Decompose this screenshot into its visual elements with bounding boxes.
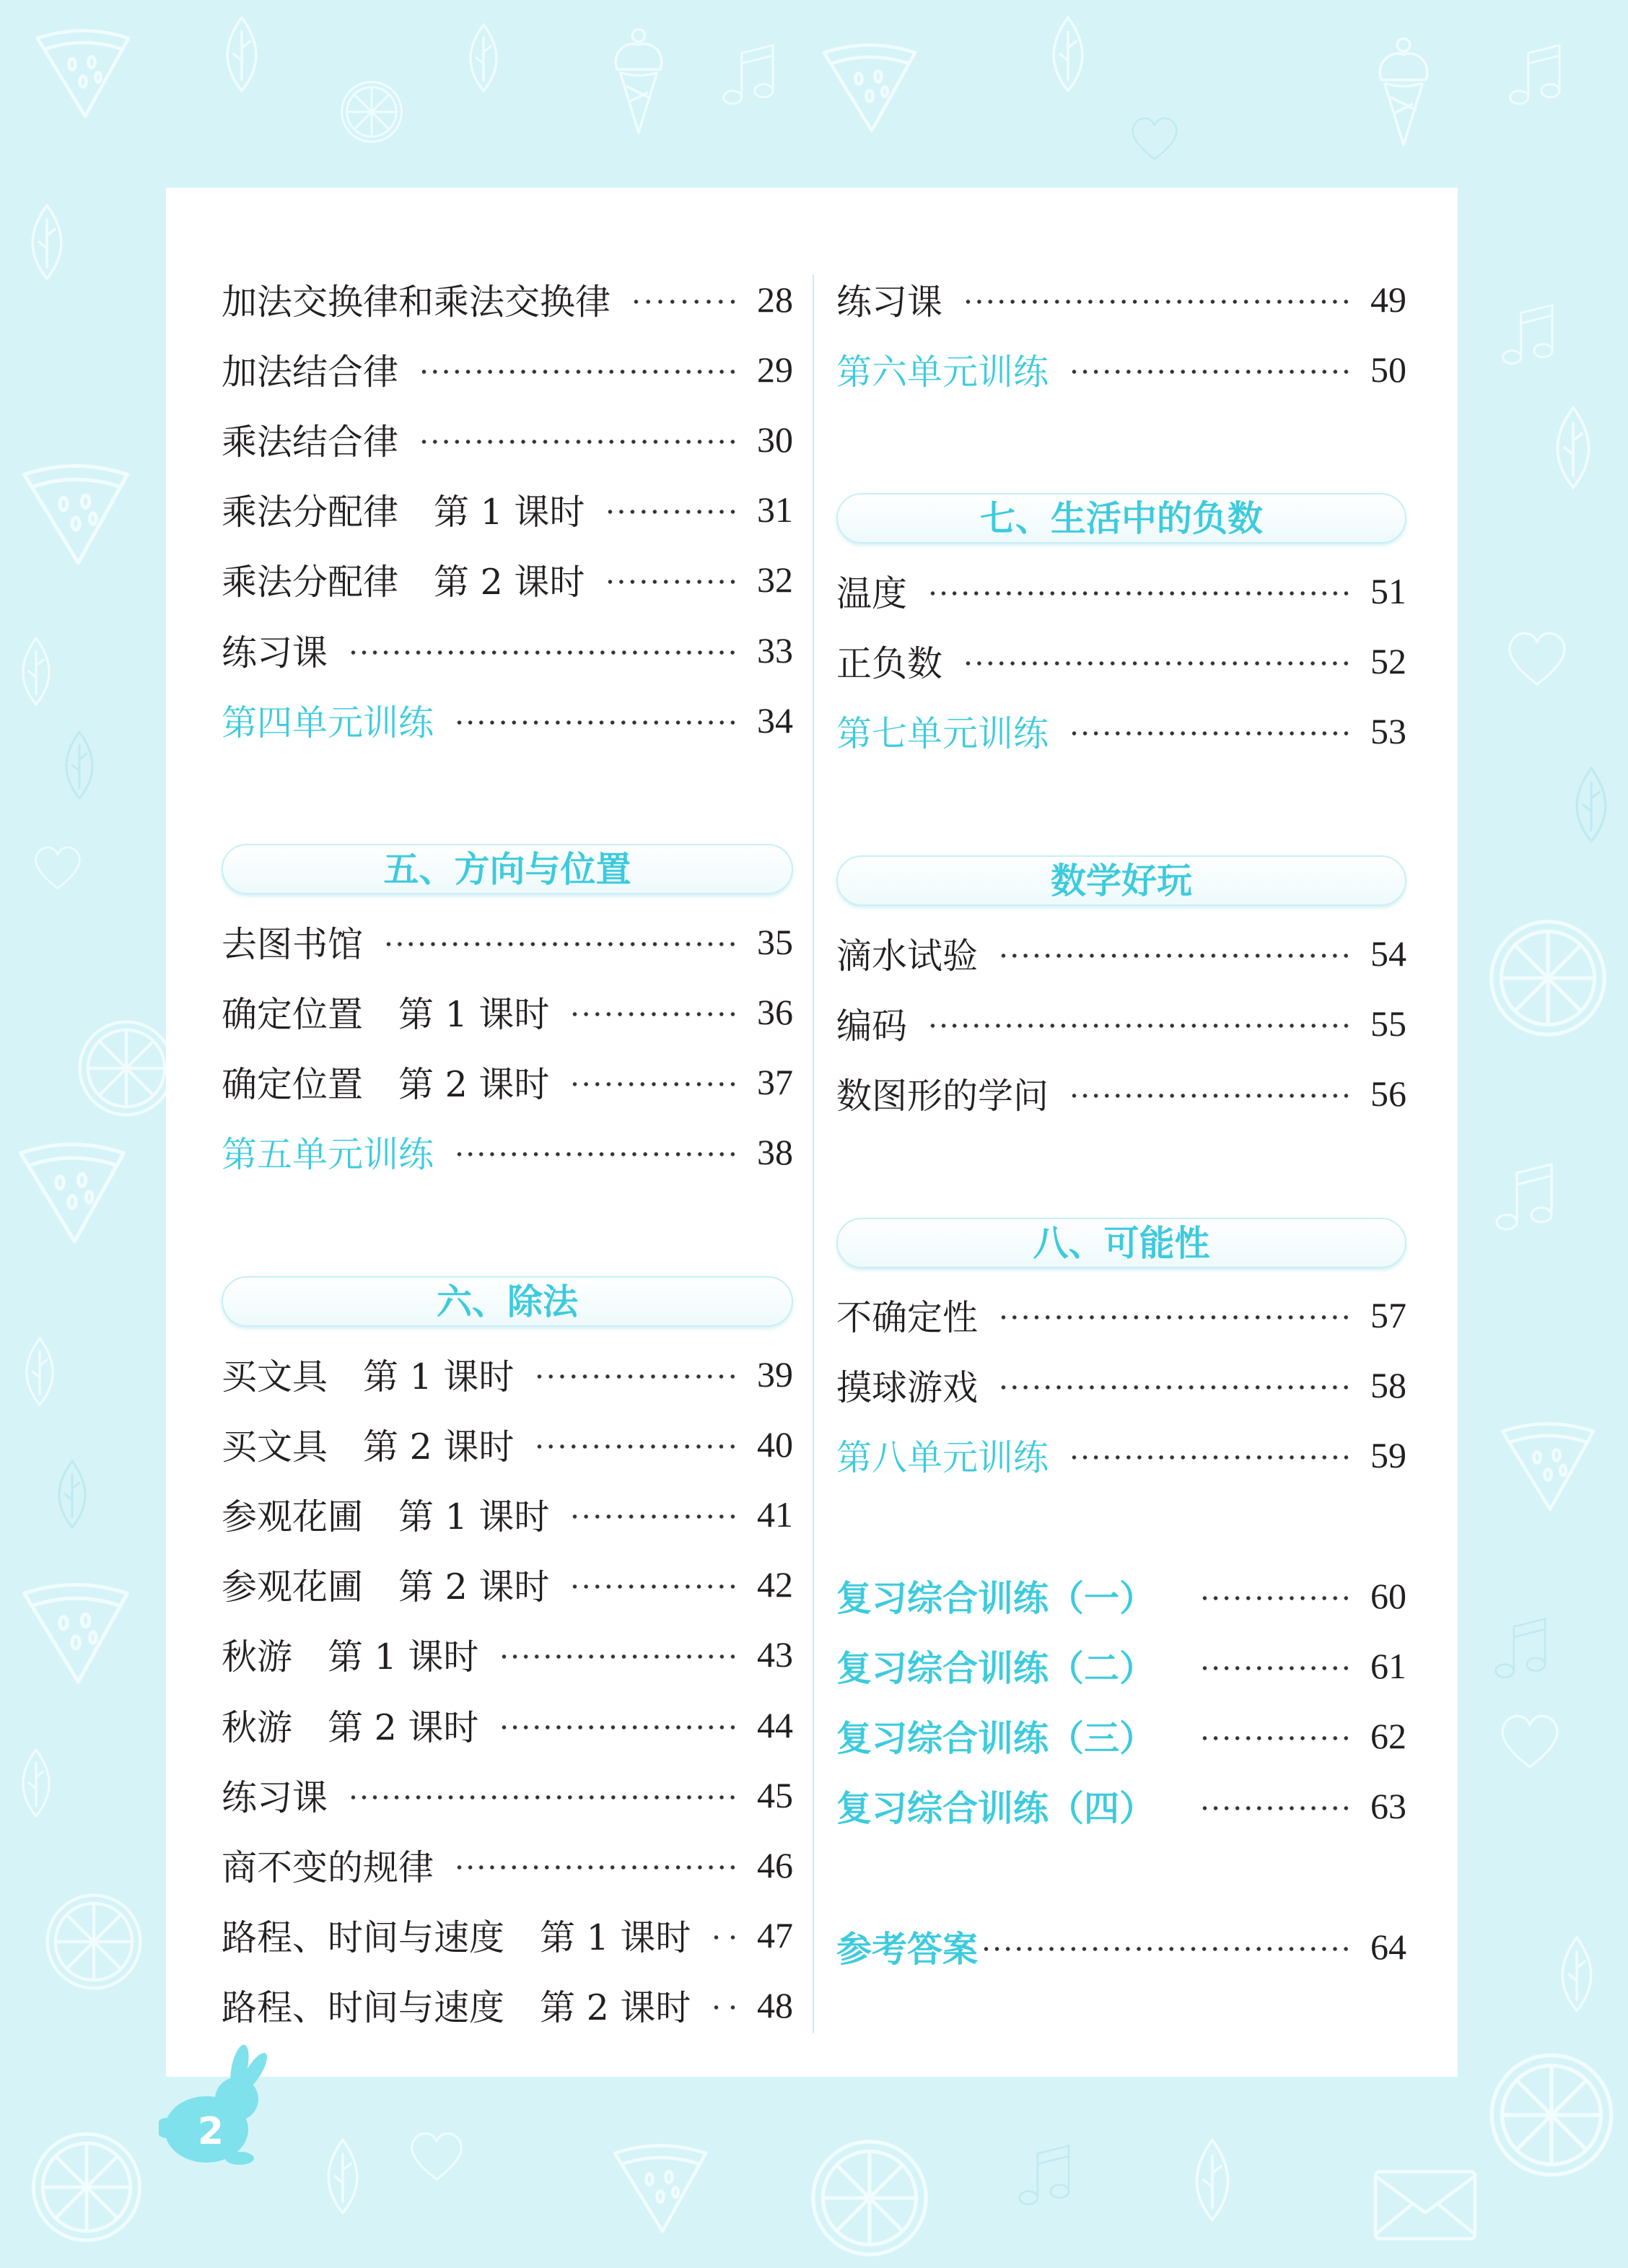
leaf-doodle-icon xyxy=(1196,2140,1227,2220)
toc-entry xyxy=(222,404,793,474)
rabbit-foot xyxy=(225,2152,254,2165)
entry-title: 练习课 xyxy=(222,1776,328,1818)
leaf-doodle-icon xyxy=(59,1461,85,1527)
watermelon-doodle-icon xyxy=(615,2146,706,2232)
toc-column-right xyxy=(836,264,1406,1981)
entry-title: 加法交换律和乘法交换律 xyxy=(222,281,611,323)
leaf-doodle-icon xyxy=(66,732,92,798)
toc-section xyxy=(836,1218,1406,1491)
entry-page-number: 54 xyxy=(1370,933,1406,974)
lemon-doodle-icon xyxy=(813,2142,926,2254)
entry-title: 乘法结合律 xyxy=(222,421,399,463)
entry-page-number: 35 xyxy=(757,921,793,962)
toc-entry xyxy=(836,627,1406,697)
entry-page-number: 30 xyxy=(757,419,793,460)
entry-page-number: 47 xyxy=(757,1915,793,1956)
entry-title: 第七单元训练 xyxy=(836,713,1049,755)
entry-page-number: 51 xyxy=(1370,570,1406,611)
toc-entry xyxy=(836,1561,1406,1631)
entry-page-number: 31 xyxy=(757,489,793,531)
entry-title: 加法结合律 xyxy=(222,351,399,393)
leaf-doodle-icon xyxy=(227,17,256,90)
entry-page-number: 55 xyxy=(1370,1003,1406,1044)
dot-leader xyxy=(534,1373,738,1380)
toc-entry xyxy=(836,1351,1406,1421)
entry-title: 温度 xyxy=(836,572,908,614)
toc-entry xyxy=(836,1631,1406,1701)
toc-group xyxy=(836,1561,1406,1841)
entry-title: 秋游 第 2 课时 xyxy=(222,1706,479,1748)
toc-entry xyxy=(222,1047,793,1117)
entry-page-number: 34 xyxy=(757,699,793,741)
toc-entry xyxy=(836,556,1406,626)
entry-page-number: 58 xyxy=(1370,1365,1406,1406)
entry-title: 练习课 xyxy=(836,281,943,323)
watermelon-doodle-icon xyxy=(1502,1424,1593,1510)
entry-title: 商不变的规律 xyxy=(222,1846,434,1888)
entry-page-number: 52 xyxy=(1370,641,1406,682)
entry-page-number: 50 xyxy=(1370,349,1406,390)
entry-page-number: 44 xyxy=(757,1704,793,1745)
entry-title: 滴水试验 xyxy=(836,935,979,977)
watermelon-doodle-icon xyxy=(824,45,915,131)
entry-page-number: 28 xyxy=(757,279,793,320)
entry-page-number: 46 xyxy=(757,1844,793,1885)
heart-doodle-icon xyxy=(1502,1716,1557,1767)
dot-leader xyxy=(454,1864,738,1871)
heart-doodle-icon xyxy=(1510,633,1564,684)
dot-leader xyxy=(605,578,738,585)
dot-leader xyxy=(927,590,1352,597)
entry-title: 第五单元训练 xyxy=(222,1134,434,1176)
toc-entry xyxy=(222,475,793,545)
ice-cream-doodle-icon xyxy=(1380,39,1427,145)
column-divider xyxy=(813,275,814,2033)
dot-leader xyxy=(569,1513,738,1520)
lemon-doodle-icon xyxy=(1492,2055,1611,2175)
entry-page-number: 45 xyxy=(757,1774,793,1815)
leaf-doodle-icon xyxy=(1562,1937,1591,2010)
dot-leader xyxy=(1069,368,1352,375)
lemon-doodle-icon xyxy=(33,2134,139,2240)
entry-page-number: 40 xyxy=(757,1423,793,1465)
leaf-doodle-icon xyxy=(1054,17,1082,90)
entry-page-number: 48 xyxy=(757,1985,793,2026)
entry-title: 乘法分配律 第 2 课时 xyxy=(222,562,585,603)
toc-entry xyxy=(836,1058,1406,1128)
entry-title: 正负数 xyxy=(836,643,943,685)
dot-leader xyxy=(383,941,738,948)
entry-page-number: 39 xyxy=(757,1353,793,1395)
toc-entry xyxy=(222,334,793,404)
watermelon-doodle-icon xyxy=(25,466,128,563)
toc-entry xyxy=(222,1339,793,1409)
toc-entry xyxy=(222,1690,793,1760)
watermelon-doodle-icon xyxy=(21,1145,124,1242)
music-note-doodle-icon xyxy=(1503,305,1552,364)
watermelon-doodle-icon xyxy=(38,31,128,117)
toc-entry xyxy=(222,685,793,755)
entry-page-number: 57 xyxy=(1370,1295,1406,1336)
toc-entry xyxy=(836,334,1406,404)
music-note-doodle-icon xyxy=(1510,45,1559,104)
leaf-doodle-icon xyxy=(1577,768,1606,841)
dot-leader xyxy=(454,1151,738,1158)
toc-entry xyxy=(836,1701,1406,1771)
toc-group xyxy=(836,1911,1406,1981)
toc-entry xyxy=(836,697,1406,767)
toc-entry xyxy=(222,1971,793,2041)
entry-title: 乘法分配律 第 1 课时 xyxy=(222,492,585,533)
dot-leader xyxy=(981,1945,1352,1953)
entry-page-number: 38 xyxy=(757,1132,793,1173)
entry-page-number: 63 xyxy=(1370,1786,1406,1827)
leaf-doodle-icon xyxy=(328,2140,357,2212)
dot-leader xyxy=(419,438,738,445)
toc-entry xyxy=(222,615,793,685)
entry-page-number: 60 xyxy=(1370,1575,1406,1616)
entry-title: 参观花圃 第 2 课时 xyxy=(222,1566,550,1608)
toc-entry xyxy=(222,1479,793,1549)
dot-leader xyxy=(998,952,1352,959)
toc-entry xyxy=(222,977,793,1047)
toc-entry xyxy=(222,1760,793,1830)
entry-title: 参考答案 xyxy=(836,1928,979,1970)
toc-entry xyxy=(222,1409,793,1479)
toc-section xyxy=(222,844,793,1187)
entry-page-number: 56 xyxy=(1370,1073,1406,1114)
rabbit-page-badge xyxy=(159,2043,274,2165)
entry-title: 路程、时间与速度 第 2 课时 xyxy=(222,1987,691,2029)
dot-leader xyxy=(1069,1454,1352,1461)
dot-leader xyxy=(963,660,1352,667)
dot-leader xyxy=(963,298,1352,305)
heart-doodle-icon xyxy=(412,2134,462,2180)
dot-leader xyxy=(569,1081,738,1088)
entry-title: 第八单元训练 xyxy=(836,1437,1049,1479)
entry-page-number: 29 xyxy=(757,349,793,390)
toc-entry xyxy=(222,1550,793,1620)
leaf-doodle-icon xyxy=(23,638,49,705)
toc-entry xyxy=(836,1281,1406,1351)
entry-title: 买文具 第 1 课时 xyxy=(222,1356,515,1397)
entry-title: 去图书馆 xyxy=(222,923,364,965)
toc-section xyxy=(836,493,1406,767)
lemon-doodle-icon xyxy=(48,1896,141,1989)
toc-entry xyxy=(222,264,793,334)
music-note-doodle-icon xyxy=(724,45,773,104)
leaf-doodle-icon xyxy=(27,1338,53,1405)
toc-entry xyxy=(222,1620,793,1690)
toc-entry xyxy=(222,1901,793,1971)
envelope-doodle-icon xyxy=(1375,2172,1475,2239)
entry-page-number: 53 xyxy=(1370,711,1406,752)
entry-title: 复习综合训练（二） xyxy=(836,1648,1155,1690)
dot-leader xyxy=(348,649,738,656)
toc-group xyxy=(836,264,1406,404)
toc-entry xyxy=(222,907,793,977)
dot-leader xyxy=(1069,1092,1352,1099)
leaf-doodle-icon xyxy=(32,205,61,278)
dot-leader xyxy=(348,1794,738,1801)
dot-leader xyxy=(499,1653,738,1660)
entry-page-number: 59 xyxy=(1370,1435,1406,1476)
entry-page-number: 33 xyxy=(757,629,793,671)
dot-leader xyxy=(711,2004,738,2011)
section-header: 数学好玩 xyxy=(836,855,1406,906)
leaf-doodle-icon xyxy=(471,25,496,91)
entry-page-number: 43 xyxy=(757,1634,793,1675)
toc-entry xyxy=(836,988,1406,1058)
entry-title: 练习课 xyxy=(222,632,328,673)
toc-entry xyxy=(222,1117,793,1187)
entry-page-number: 62 xyxy=(1370,1716,1406,1757)
entry-page-number: 32 xyxy=(757,559,793,601)
dot-leader xyxy=(534,1443,738,1450)
dot-leader xyxy=(569,1011,738,1018)
entry-title: 编码 xyxy=(836,1005,908,1047)
music-note-doodle-icon xyxy=(1497,1164,1552,1229)
toc-section xyxy=(836,855,1406,1129)
entry-title: 第六单元训练 xyxy=(836,351,1049,393)
toc-entry xyxy=(836,264,1406,334)
entry-title: 第四单元训练 xyxy=(222,702,434,743)
lemon-doodle-icon xyxy=(80,1022,173,1115)
section-header: 六、除法 xyxy=(222,1276,793,1327)
entry-title: 路程、时间与速度 第 1 课时 xyxy=(222,1917,691,1959)
ice-cream-doodle-icon xyxy=(616,30,662,133)
entry-page-number: 37 xyxy=(757,1062,793,1103)
dot-leader xyxy=(998,1314,1352,1321)
dot-leader xyxy=(605,508,738,515)
dot-leader xyxy=(1199,1665,1352,1672)
toc-group xyxy=(222,264,793,755)
leaf-doodle-icon xyxy=(23,1750,49,1816)
watermelon-doodle-icon xyxy=(25,1585,128,1682)
toc-entry xyxy=(222,545,793,615)
dot-leader xyxy=(1199,1805,1352,1812)
toc-entry xyxy=(836,918,1406,988)
toc-entry xyxy=(836,1421,1406,1491)
entry-title: 摸球游戏 xyxy=(836,1367,979,1409)
dot-leader xyxy=(1069,730,1352,737)
entry-title: 秋游 第 1 课时 xyxy=(222,1636,479,1678)
dot-leader xyxy=(1199,1595,1352,1602)
entry-title: 数图形的学问 xyxy=(836,1075,1049,1117)
entry-title: 确定位置 第 2 课时 xyxy=(222,1064,550,1106)
toc-entry xyxy=(836,1911,1406,1981)
entry-page-number: 42 xyxy=(757,1564,793,1605)
entry-title: 复习综合训练（三） xyxy=(836,1718,1155,1760)
entry-title: 复习综合训练（四） xyxy=(836,1788,1155,1830)
heart-doodle-icon xyxy=(1133,118,1177,160)
page-number: 2 xyxy=(197,2110,224,2153)
dot-leader xyxy=(711,1934,738,1941)
entry-title: 参观花圃 第 1 课时 xyxy=(222,1496,550,1538)
entry-page-number: 49 xyxy=(1370,279,1406,320)
entry-title: 确定位置 第 1 课时 xyxy=(222,994,550,1036)
toc-entry xyxy=(836,1771,1406,1841)
entry-page-number: 36 xyxy=(757,992,793,1033)
lemon-doodle-icon xyxy=(342,82,402,142)
entry-title: 复习综合训练（一） xyxy=(836,1577,1155,1619)
dot-leader xyxy=(499,1724,738,1731)
dot-leader xyxy=(569,1583,738,1590)
dot-leader xyxy=(1199,1735,1352,1742)
section-header: 五、方向与位置 xyxy=(222,844,793,894)
entry-page-number: 61 xyxy=(1370,1646,1406,1687)
dot-leader xyxy=(927,1022,1352,1029)
toc-section xyxy=(222,1276,793,2041)
music-note-doodle-icon xyxy=(1496,1619,1545,1678)
toc-entry xyxy=(222,1830,793,1900)
entry-title: 买文具 第 2 课时 xyxy=(222,1426,515,1467)
music-note-doodle-icon xyxy=(1020,2146,1069,2204)
section-header: 七、生活中的负数 xyxy=(836,493,1406,544)
dot-leader xyxy=(454,719,738,726)
section-header: 八、可能性 xyxy=(836,1218,1406,1268)
entry-title: 不确定性 xyxy=(836,1297,979,1339)
dot-leader xyxy=(631,298,738,305)
leaf-doodle-icon xyxy=(1557,408,1588,487)
heart-doodle-icon xyxy=(36,847,80,889)
dot-leader xyxy=(419,368,738,375)
lemon-doodle-icon xyxy=(1492,922,1604,1034)
entry-page-number: 41 xyxy=(757,1494,793,1535)
entry-page-number: 64 xyxy=(1370,1926,1406,1967)
dot-leader xyxy=(998,1384,1352,1391)
toc-column-left xyxy=(222,264,793,2041)
